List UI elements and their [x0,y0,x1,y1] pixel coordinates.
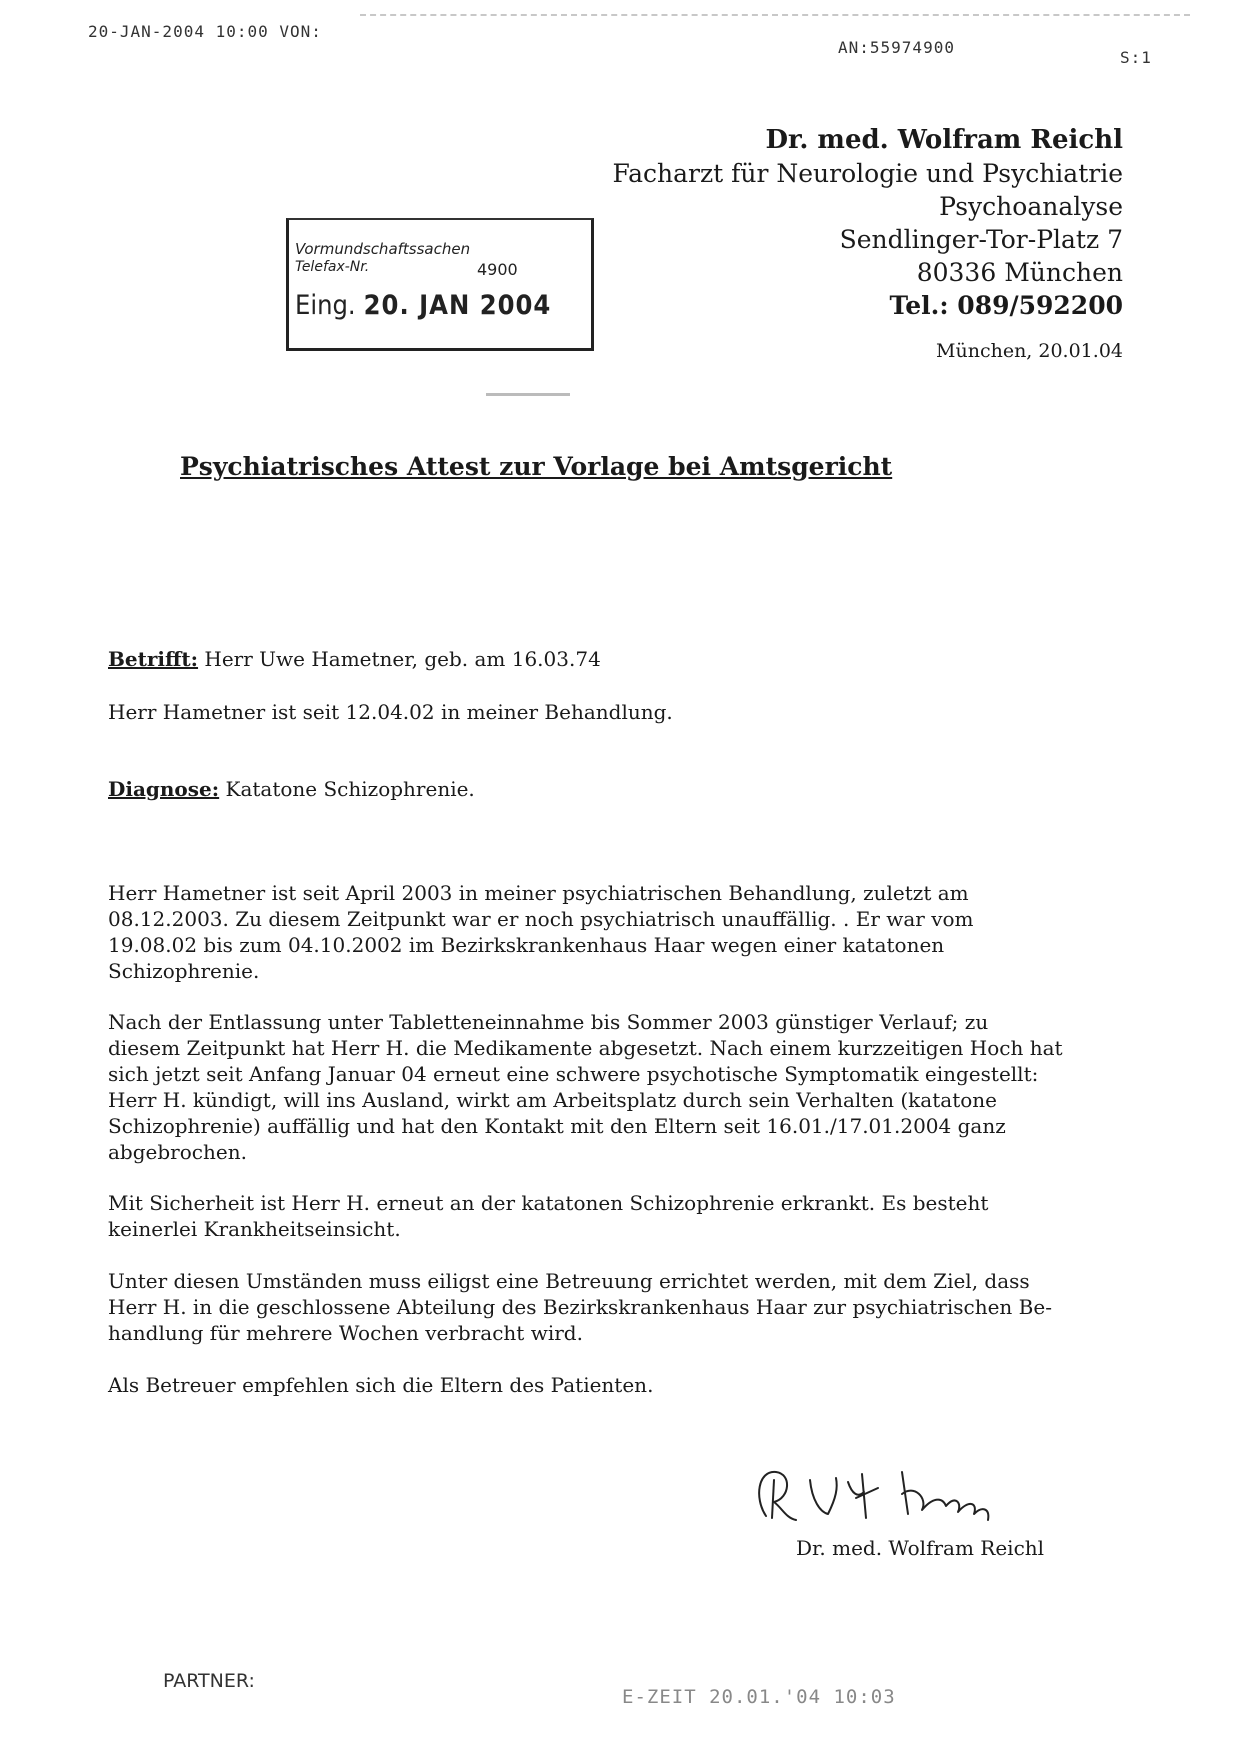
paragraph-5 [108,1372,1108,1398]
paragraph-line: Herr Hametner ist seit April 2003 in meiner psychiatrischen Behandlung, zuletzt am [108,881,969,905]
treatment-since: Herr Hametner ist seit 12.04.02 in meiner Behandlung. [108,700,673,724]
paragraph-line: Mit Sicherheit ist Herr H. erneut an der katatonen Schizophrenie erkrankt. Es besteht [108,1191,989,1215]
diagnose-label: Diagnose: [108,777,220,801]
stamp-date: 20. JAN 2004 [363,290,552,321]
paragraph-line: 08.12.2003. Zu diesem Zeitpunkt war er noch psychiatrisch unauffällig. . Er war vom [108,907,974,931]
handwritten-signature [752,1458,1052,1538]
paragraph-line: keinerlei Krankheitseinsicht. [108,1217,401,1241]
stamp-eing-label: Eing. [295,290,356,321]
receipt-stamp [286,218,594,351]
betrifft-text: Herr Uwe Hametner, geb. am 16.03.74 [204,647,601,671]
paragraph-line: Schizophrenie) auffällig und hat den Kontakt mit den Eltern seit 16.01./17.01.2004 ganz [108,1114,1006,1138]
paragraph-line: Als Betreuer empfehlen sich die Eltern des Patienten. [108,1373,654,1397]
fax-dashed-line [360,14,1190,16]
diagnose-line [108,776,1108,802]
paragraph-line: Herr H. kündigt, will ins Ausland, wirkt am Arbeitsplatz durch sein Verhalten (katatone [108,1088,997,1112]
betrifft-label: Betrifft: [108,647,199,671]
stamp-received [295,290,551,321]
paragraph-1 [108,880,1108,984]
phone-number: Tel.: 089/592200 [889,291,1123,320]
doctor-specialty: Facharzt für Neurologie und Psychiatrie [612,159,1123,188]
fax-header-page: S:1 [1120,48,1152,67]
fax-header-an: AN:55974900 [838,38,955,57]
stamp-line-fax: Telefax-Nr. [295,259,370,275]
doctor-name: Dr. med. Wolfram Reichl [765,125,1123,155]
fax-footer-partner: PARTNER: [163,1670,255,1692]
paragraph-line: Unter diesen Umständen muss eiligst eine Betreuung errichtet werden, mit dem Ziel, dass [108,1269,1030,1293]
fax-footer-ezeit: E-ZEIT 20.01.'04 10:03 [622,1686,896,1708]
paragraph-line: diesem Zeitpunkt hat Herr H. die Medikamente abgesetzt. Nach einem kurzzeitigen Hoch hat [108,1036,1063,1060]
document-title: Psychiatrisches Attest zur Vorlage bei Amtsgericht [180,452,893,481]
paragraph-2 [108,1009,1108,1165]
letterhead [612,124,1123,322]
stamp-fax-number: 4900 [477,260,518,279]
paragraph-4 [108,1268,1108,1346]
paragraph-line: sich jetzt seit Anfang Januar 04 erneut eine schwere psychotische Symptomatik eingestellt: [108,1062,1039,1086]
fax-header-left: 20-JAN-2004 10:00 VON: [88,22,322,41]
paragraph-line: 19.08.02 bis zum 04.10.2002 im Bezirkskrankenhaus Haar wegen einer katatonen [108,933,945,957]
paragraph-line: handlung für mehrere Wochen verbracht wird. [108,1321,583,1345]
paragraph-line: abgebrochen. [108,1140,247,1164]
paragraph-line: Schizophrenie. [108,959,260,983]
address-city: 80336 München [916,258,1123,287]
betrifft-line [108,646,1108,672]
address-street: Sendlinger-Tor-Platz 7 [839,225,1123,254]
doctor-subspecialty: Psychoanalyse [939,192,1123,221]
stamp-line-department: Vormundschaftssachen [295,240,471,258]
diagnose-text: Katatone Schizophrenie. [225,777,475,801]
letter-date: München, 20.01.04 [936,340,1123,362]
signature-name: Dr. med. Wolfram Reichl [796,1536,1045,1560]
paragraph-line: Nach der Entlassung unter Tabletteneinnahme bis Sommer 2003 günstiger Verlauf; zu [108,1010,989,1034]
paragraph-3 [108,1190,1108,1242]
scan-smudge [486,393,570,396]
paragraph-line: Herr H. in die geschlossene Abteilung des Bezirkskrankenhaus Haar zur psychiatrischen Be- [108,1295,1052,1319]
